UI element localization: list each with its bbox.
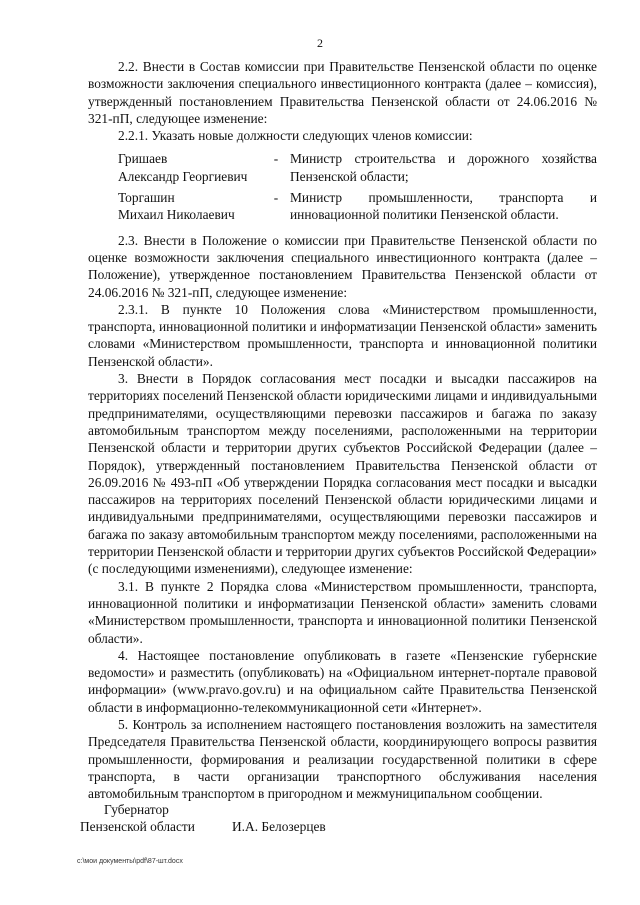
file-path-footer: c:\мои документы\pdf\87-шт.docx xyxy=(77,858,183,865)
paragraph-2-2: 2.2. Внести в Состав комиссии при Правительстве Пензенской области по оценке возможности заключения специального инвестиционного контракта (далее – комиссия), утвержденный постановлением Правительства Пензенской области от 24.06.2016 № 321-пП, следующее изменение: xyxy=(88,59,597,126)
paragraph-2-3: 2.3. Внести в Положение о комиссии при Правительстве Пензенской области по оценке возможности заключения специального инвестиционного контракта (далее – Положение), утвержденное постановлением Правительства Пензенской области от 24.06.2016 № 321-пП, следующее изменение: xyxy=(88,232,597,300)
member-dash: - xyxy=(273,190,279,206)
member-dash: - xyxy=(273,151,279,167)
member-position: Министр промышленности, транспорта и инновационной политики Пензенской области. xyxy=(290,190,597,223)
commission-members-list xyxy=(88,150,597,223)
paragraph-3-1: 3.1. В пункте 2 Порядка слова «Министерством промышленности, транспорта, инновационной политики и информатизации Пензенской области» заменить словами «Министерством промышленности, транспорта и инновационной политики Пензенской области». xyxy=(88,578,597,646)
paragraph-2-2-1: 2.2.1. Указать новые должности следующих членов комиссии: xyxy=(118,128,473,144)
signatory-title: Губернатор xyxy=(104,802,169,817)
member-name xyxy=(118,150,262,185)
page-number: 2 xyxy=(317,36,323,50)
paragraph-2-3-1: 2.3.1. В пункте 10 Положения слова «Министерством промышленности, транспорта, инновационной политики и информатизации Пензенской области» заменить словами «Министерством промышленности, транспорта и инновационной политики Пензенской области». xyxy=(88,301,597,369)
member-name xyxy=(118,189,262,224)
member-given-names: Александр Георгиевич xyxy=(118,168,248,184)
member-surname: Торгашин xyxy=(118,190,175,206)
signatory-region: Пензенской области xyxy=(80,819,195,835)
member-surname: Гришаев xyxy=(118,151,168,167)
signature-block xyxy=(80,801,326,836)
paragraph-5: 5. Контроль за исполнением настоящего постановления возложить на заместителя Председателя Правительства Пензенской области, координирующего вопросы развития промышленности, формирования и реализации государственной политики в сфере транспорта, в части организации транспортного обслуживания населения автомобильным транспортом в пригородном и межмуниципальном сообщении. xyxy=(88,716,597,802)
paragraph-3: 3. Внести в Порядок согласования мест посадки и высадки пассажиров на территориях поселений Пензенской области юридическими лицами и индивидуальными предпринимателями, осуществляющими перевозки пассажиров и багажа по заказу автомобильным транспортом между поселениями, расположенными на территории Пензенской области и территории других субъектов Российской Федерации (далее – Порядок), утвержденный постановлением Правительства Пензенской области от 26.09.2016 № 493-пП «Об утверждении Порядка согласования мест посадки и высадки пассажиров на территориях поселений Пензенской области юридическими лицами и индивидуальными предпринимателями, осуществляющими перевозки пассажиров и багажа по заказу автомобильным транспортом между поселениями, расположенными на территории Пензенской области и территории других субъектов Российской Федерации» (с последующими изменениями), следующее изменение: xyxy=(88,371,597,577)
paragraph-4: 4. Настоящее постановление опубликовать в газете «Пензенские губернские ведомости» и разместить (опубликовать) на «Официальном интернет-портале правовой информации» (www.pravo.gov.ru) и на официальном сайте Правительства Пензенской области в информационно-телекоммуникационной сети «Интернет». xyxy=(88,647,597,715)
member-row xyxy=(88,189,597,224)
member-row xyxy=(88,150,597,185)
document-body xyxy=(88,58,597,802)
signature-row xyxy=(80,818,326,835)
member-position: Министр строительства и дорожного хозяйства Пензенской области; xyxy=(290,151,597,184)
member-given-names: Михаил Николаевич xyxy=(118,207,235,223)
signatory-name: И.А. Белозерцев xyxy=(232,819,326,835)
